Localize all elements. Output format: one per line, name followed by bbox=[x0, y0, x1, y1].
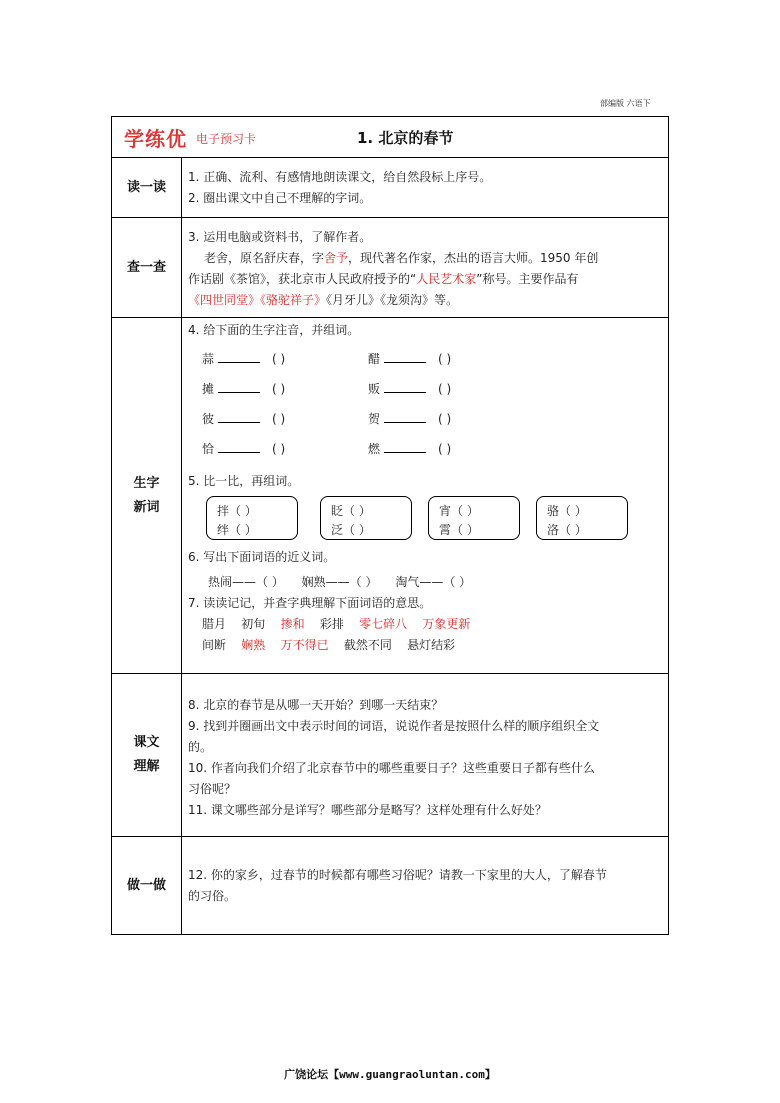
edition-label: 部编版 六语下 bbox=[600, 99, 651, 108]
section-label bbox=[112, 158, 182, 217]
answer-blank[interactable] bbox=[218, 380, 260, 393]
question-cont: 习俗呢？ bbox=[188, 782, 237, 796]
paren: ( ) bbox=[438, 382, 452, 396]
synonym-item: 热闹——（ ） bbox=[208, 575, 284, 589]
char: 贺 bbox=[368, 412, 381, 426]
text: 作话剧《茶馆》，获北京市人民政府授予的“ bbox=[188, 272, 417, 286]
section-do bbox=[112, 837, 668, 935]
paren: ( ) bbox=[272, 352, 286, 366]
pinyin-item bbox=[368, 439, 451, 460]
highlight-word: 掺和 bbox=[280, 617, 305, 631]
words-line bbox=[188, 635, 662, 656]
words-line bbox=[188, 614, 662, 635]
char: 彼 bbox=[202, 412, 215, 426]
question: 10. 作者向我们介绍了北京春节中的哪些重要日子？这些重要日子都有些什么 bbox=[188, 761, 595, 775]
footer-url[interactable]: www.guangraoluntan.com bbox=[339, 1068, 485, 1081]
text: 老舍，原名舒庆春，字 bbox=[204, 251, 325, 265]
text: 《月牙儿》《龙须沟》等。 bbox=[326, 293, 459, 307]
pinyin-item bbox=[202, 379, 285, 400]
section-label-text: 做一做 bbox=[126, 878, 166, 893]
answer-blank[interactable] bbox=[384, 440, 426, 453]
section-read bbox=[112, 158, 668, 218]
label-line: 新词 bbox=[133, 499, 160, 515]
highlight-text: 《四世同堂》 bbox=[188, 293, 261, 307]
section-check bbox=[112, 218, 668, 318]
text: ，现代著名作家，杰出的语言大师。1950 年创 bbox=[348, 251, 599, 265]
question: 8. 北京的春节是从哪一天开始？到哪一天结束？ bbox=[188, 698, 444, 712]
paren: ( ) bbox=[438, 412, 452, 426]
highlight-text: 人民艺术家 bbox=[416, 272, 477, 286]
word: 腊月 bbox=[202, 617, 227, 631]
section-label-text: 查一查 bbox=[126, 259, 166, 275]
compare-item: 泛（ ） bbox=[331, 523, 371, 537]
highlight-word: 零七碎八 bbox=[359, 617, 408, 631]
pinyin-item bbox=[202, 349, 285, 370]
pinyin-item bbox=[202, 439, 285, 460]
compare-item: 洛（ ） bbox=[547, 523, 587, 537]
compare-item: 骆（ ） bbox=[547, 504, 587, 518]
answer-blank[interactable] bbox=[384, 410, 426, 423]
question: 9. 找到并圈画出文中表示时间的词语，说说作者是按照什么样的顺序组织全文 bbox=[188, 719, 600, 733]
label-line: 生字 bbox=[133, 475, 160, 491]
lesson-title: 1. 北京的春节 bbox=[357, 129, 454, 147]
answer-blank[interactable] bbox=[218, 440, 260, 453]
char: 蒜 bbox=[202, 352, 215, 366]
char: 摊 bbox=[202, 382, 215, 396]
section-new-words bbox=[112, 318, 668, 674]
answer-blank[interactable] bbox=[218, 410, 260, 423]
question-cont: 的习俗。 bbox=[188, 889, 237, 903]
highlight-word: 万象更新 bbox=[422, 617, 471, 631]
compare-item: 绊（ ） bbox=[217, 523, 257, 537]
pinyin-item bbox=[202, 409, 285, 430]
word: 间断 bbox=[202, 638, 227, 652]
footer-bracket: 】 bbox=[484, 1068, 496, 1081]
compare-item: 霄（ ） bbox=[439, 523, 479, 537]
section-label-text: 读一读 bbox=[126, 179, 166, 195]
paren: ( ) bbox=[438, 442, 452, 456]
brand-logo: 学练优 bbox=[124, 127, 187, 151]
preview-card bbox=[111, 116, 669, 935]
task-item: 1. 正确、流利、有感情地朗读课文，给自然段标上序号。 bbox=[188, 170, 492, 184]
highlight-word: 娴熟 bbox=[241, 638, 266, 652]
question-cont: 的。 bbox=[188, 740, 213, 754]
section-understand bbox=[112, 674, 668, 837]
pinyin-item bbox=[368, 409, 451, 430]
footer-site: 广饶论坛【 bbox=[284, 1068, 340, 1081]
section-label-text bbox=[133, 731, 159, 779]
synonym-item: 淘气——（ ） bbox=[395, 575, 472, 589]
char: 恰 bbox=[202, 442, 215, 456]
section-label bbox=[112, 218, 182, 317]
answer-blank[interactable] bbox=[384, 380, 426, 393]
highlight-text: 《骆驼祥子》 bbox=[260, 293, 327, 307]
word: 悬灯结彩 bbox=[407, 638, 456, 652]
section-label bbox=[112, 318, 182, 673]
compare-item: 眨（ ） bbox=[331, 504, 371, 518]
question: 11. 课文哪些部分是详写？哪些部分是略写？这样处理有什么好处？ bbox=[188, 803, 547, 817]
paren: ( ) bbox=[438, 352, 452, 366]
highlight-text: 舍予 bbox=[324, 251, 349, 265]
label-line: 理解 bbox=[133, 759, 160, 774]
word: 截然不同 bbox=[343, 638, 392, 652]
task-item: 4. 给下面的生字注音，并组词。 bbox=[188, 323, 360, 337]
compare-box bbox=[320, 496, 412, 540]
pinyin-item bbox=[368, 379, 451, 400]
task-item: 5. 比一比，再组词。 bbox=[188, 474, 300, 488]
brand-subtitle: 电子预习卡 bbox=[196, 132, 257, 146]
text: ”称号。主要作品有 bbox=[476, 272, 579, 286]
word: 初旬 bbox=[241, 617, 266, 631]
section-label bbox=[112, 837, 182, 935]
task-item: 7. 读读记记，并查字典理解下面词语的意思。 bbox=[188, 596, 432, 610]
question: 12. 你的家乡，过春节的时候都有哪些习俗呢？请教一下家里的大人，了解春节 bbox=[188, 868, 607, 882]
section-label bbox=[112, 674, 182, 836]
task-item: 2. 圈出课文中自己不理解的字词。 bbox=[188, 191, 372, 205]
card-header bbox=[112, 117, 668, 158]
compare-item: 拌（ ） bbox=[217, 504, 257, 518]
compare-box bbox=[206, 496, 298, 540]
footer-source bbox=[0, 1066, 780, 1082]
paren: ( ) bbox=[272, 442, 286, 456]
compare-box bbox=[428, 496, 520, 540]
task-item: 3. 运用电脑或资料书，了解作者。 bbox=[188, 230, 372, 244]
paren: ( ) bbox=[272, 412, 286, 426]
synonym-item: 娴熟——（ ） bbox=[301, 575, 378, 589]
word: 彩排 bbox=[319, 617, 344, 631]
char: 燃 bbox=[368, 442, 381, 456]
label-line: 课文 bbox=[133, 735, 160, 750]
compare-boxes bbox=[188, 492, 662, 544]
answer-blank[interactable] bbox=[384, 350, 426, 363]
pinyin-item bbox=[368, 349, 451, 370]
char: 贩 bbox=[368, 382, 381, 396]
highlight-word: 万不得已 bbox=[280, 638, 329, 652]
author-para-line bbox=[188, 269, 662, 290]
paren: ( ) bbox=[272, 382, 286, 396]
author-para-line bbox=[188, 290, 662, 311]
section-label-text bbox=[133, 472, 159, 520]
author-para-line bbox=[188, 248, 662, 269]
compare-item: 宵（ ） bbox=[439, 504, 479, 518]
pinyin-grid bbox=[188, 341, 662, 465]
compare-box bbox=[536, 496, 628, 540]
synonym-line bbox=[188, 572, 662, 593]
answer-blank[interactable] bbox=[218, 350, 260, 363]
char: 醋 bbox=[368, 352, 381, 366]
task-item: 6. 写出下面词语的近义词。 bbox=[188, 550, 336, 564]
